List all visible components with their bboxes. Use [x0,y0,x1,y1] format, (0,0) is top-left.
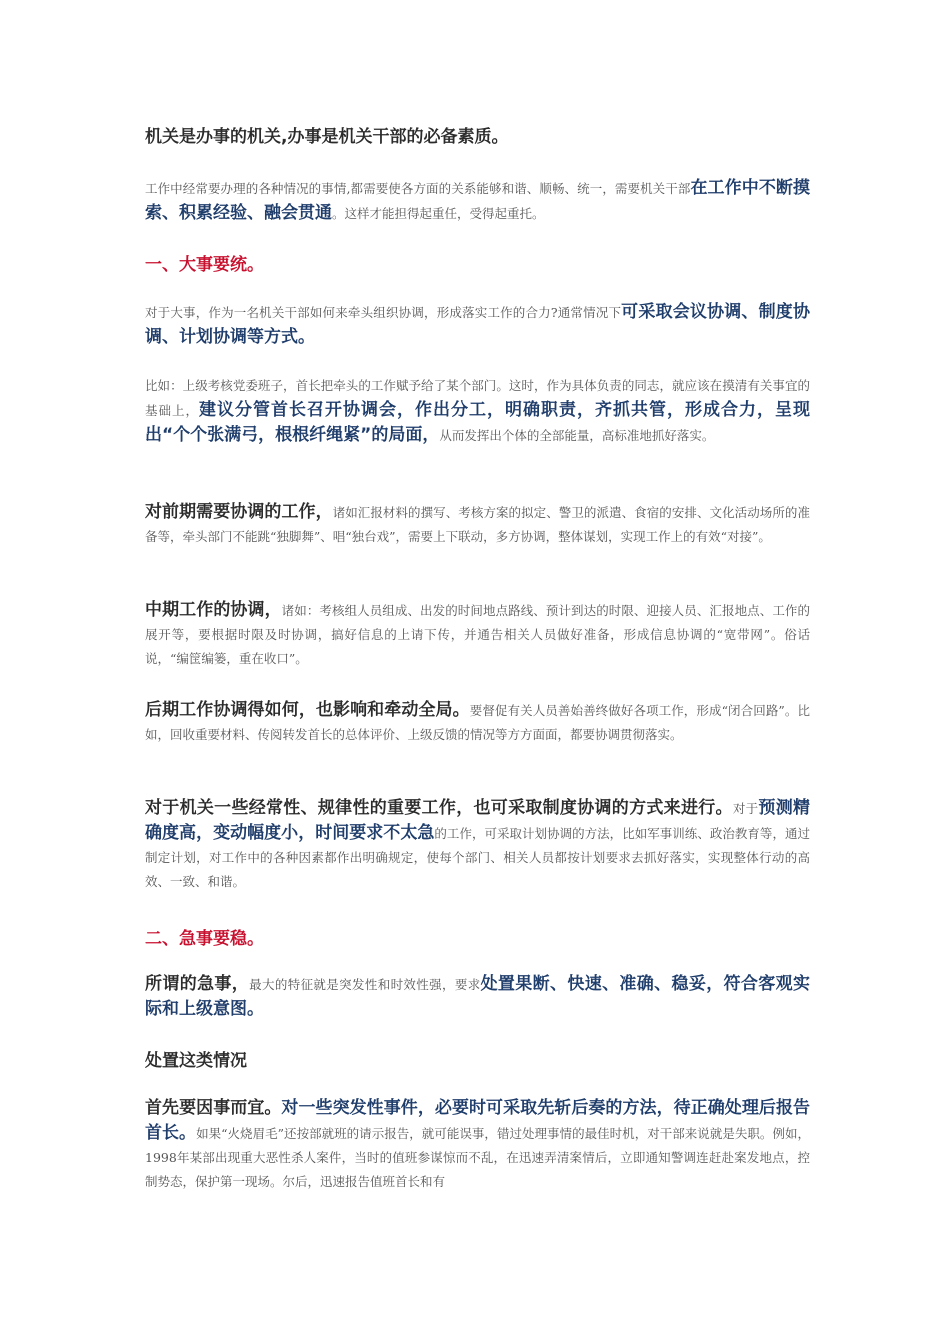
page-title: 机关是办事的机关,办事是机关干部的必备素质。 [145,127,509,147]
intro-paragraph: 工作中经常要办理的各种情况的事情,都需要使各方面的关系能够和谐、顺畅、统一，需要机关干部在工作中不断摸索、积累经验、融会贯通。这样才能担得起重任，受得起重托。 [145,178,810,223]
paragraph-4: 中期工作的协调，诸如：考核组人员组成、出发的时间地点路线、预计到达的时限、迎接人员、汇报地点、工作的展开等，要根据时限及时协调，搞好信息的上请下传，并通告相关人员做好准备，形成信息协调的“宽带网”。俗话说，“编筐编篓，重在收口”。 [145,600,810,666]
section-heading-2: 二、急事要稳。 [145,929,264,949]
paragraph-6: 对于机关一些经常性、规律性的重要工作，也可采取制度协调的方式来进行。对于预测精确度高，变动幅度小，时间要求不太急的工作，可采取计划协调的方法，比如军事训练、政治教育等，通过制定计划，对工作中的各种因素都作出明确规定，使每个部门、相关人员都按计划要求去抓好落实，实现整体行动的高效、一致、和谐。 [145,798,810,889]
paragraph-9: 首先要因事而宜。对一些突发性事件，必要时可采取先斩后奏的方法，待正确处理后报告首长。如果“火烧眉毛”还按部就班的请示报告，就可能误事，错过处理事情的最佳时机，对干部来说就是失职。例如，1998年某部出现重大恶性杀人案件，当时的值班参谋惊而不乱，在迅速弄清案情后，立即通知警调连赶赴案发地点，控制势态，保护第一现场。尔后，迅速报告值班首长和有 [145,1098,810,1189]
paragraph-1: 对于大事，作为一名机关干部如何来牵头组织协调，形成落实工作的合力?通常情况下可采取会议协调、制度协调、计划协调等方式。 [145,302,810,347]
paragraph-2: 比如：上级考核党委班子，首长把牵头的工作赋予给了某个部门。这时，作为具体负责的同志，就应该在摸清有关事宜的基础上，建议分管首长召开协调会，作出分工，明确职责，齐抓共管，形成合力，呈现出“个个张满弓，根根纤绳紧”的局面，从而发挥出个体的全部能量，高标准地抓好落实。 [145,378,810,445]
subheading: 处置这类情况 [145,1051,247,1071]
section-heading-1: 一、大事要统。 [145,255,264,275]
paragraph-5: 后期工作协调得如何，也影响和牵动全局。要督促有关人员善始善终做好各项工作，形成“闭合回路”。比如，回收重要材料、传阅转发首长的总体评价、上级反馈的情况等方方面面，都要协调贯彻落实。 [145,700,810,742]
paragraph-7: 所谓的急事，最大的特征就是突发性和时效性强，要求处置果断、快速、准确、稳妥，符合客观实际和上级意图。 [145,974,810,1019]
paragraph-3: 对前期需要协调的工作，诸如汇报材料的撰写、考核方案的拟定、警卫的派遣、食宿的安排、文化活动场所的准备等，牵头部门不能跳“独脚舞”、唱“独台戏”，需要上下联动，多方协调，整体谋划，实现工作上的有效“对接”。 [145,502,810,544]
